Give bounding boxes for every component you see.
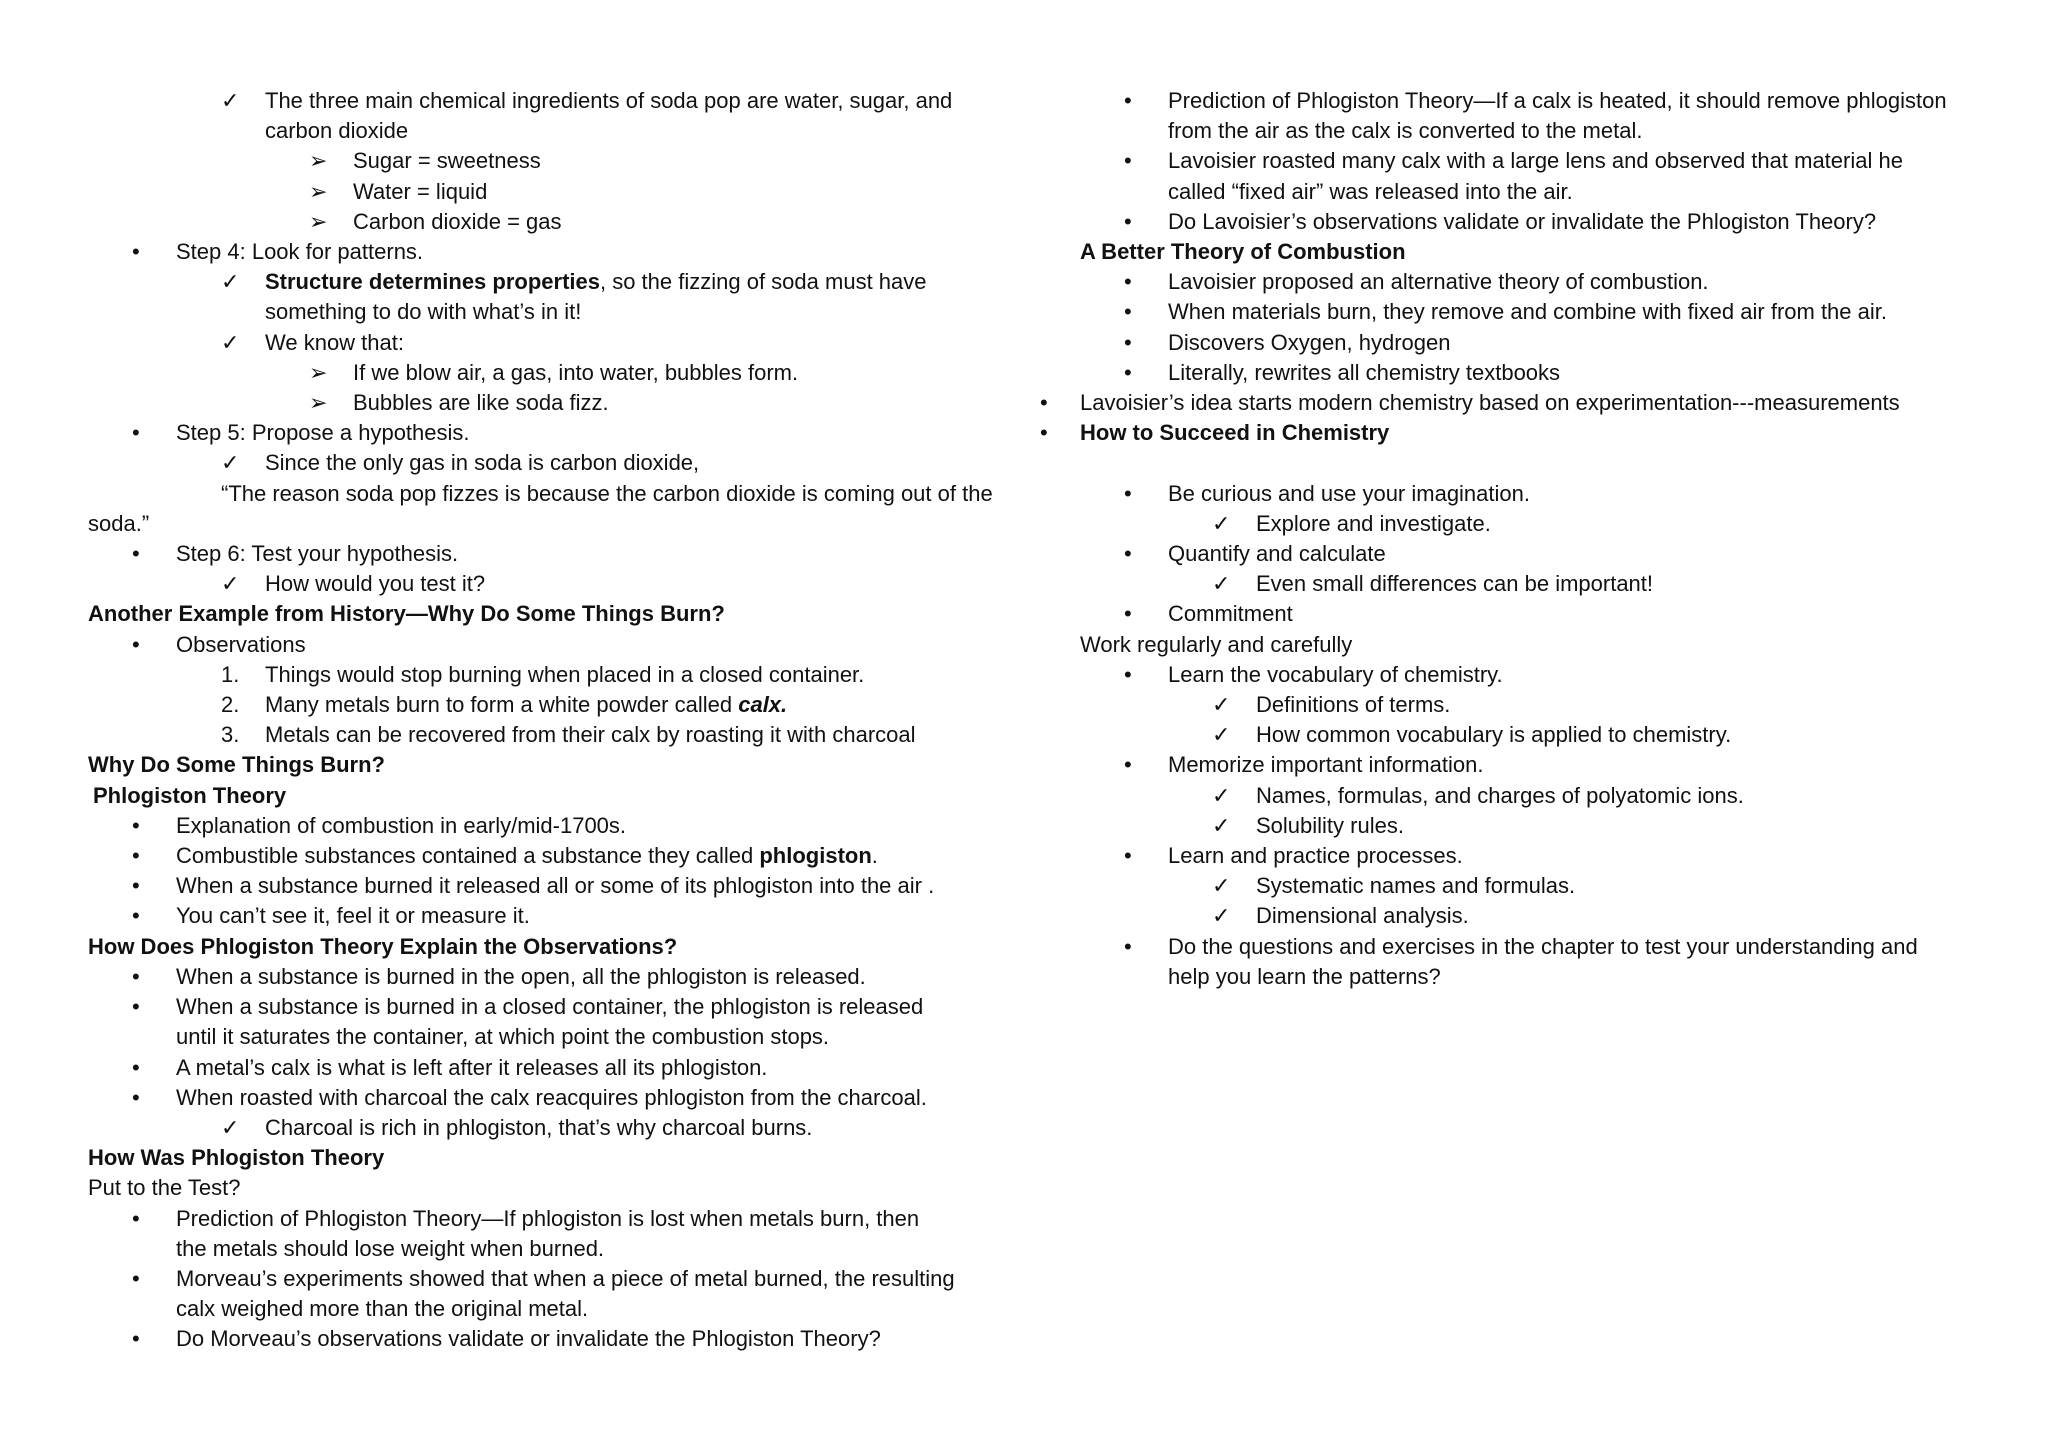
bullet-icon: •: [1124, 148, 1132, 174]
bullet-icon: •: [132, 873, 140, 899]
bullet-icon: •: [132, 1265, 140, 1291]
bullet-item: • Do Lavoisier’s observations validate or invalidate the Phlogiston Theory?: [1040, 207, 2000, 237]
bullet-icon: •: [132, 541, 140, 567]
section-heading: Another Example from History—Why Do Some Things Burn?: [88, 601, 725, 627]
bullet-item: • Step 6: Test your hypothesis.: [88, 539, 1008, 569]
bullet-icon: •: [1040, 420, 1048, 446]
checklist-item: ✓ How common vocabulary is applied to chemistry.: [1040, 720, 2000, 750]
check-icon: ✓: [221, 329, 240, 355]
bullet-icon: •: [1124, 88, 1132, 113]
text-line: until it saturates the container, at which point the combustion stops.: [176, 1024, 830, 1050]
check-icon: ✓: [1212, 692, 1231, 718]
checklist-item: ✓ Charcoal is rich in phlogiston, that’s why charcoal burns.: [88, 1113, 1008, 1143]
bullet-icon: •: [1124, 933, 1132, 959]
text-line: carbon dioxide: [265, 118, 409, 144]
check-icon: ✓: [1212, 782, 1231, 808]
text-line: Put to the Test?: [88, 1175, 241, 1201]
bullet-item: • Step 4: Look for patterns.: [88, 237, 1008, 267]
left-column: [88, 86, 1008, 1355]
list-number: 1.: [221, 661, 240, 687]
bullet-icon: •: [132, 631, 140, 657]
bullet-item: • Prediction of Phlogiston Theory—If a calx is heated, it should remove phlogiston: [1040, 86, 2000, 116]
section-heading: How Does Phlogiston Theory Explain the Observations?: [88, 933, 678, 959]
bullet-icon: •: [132, 1326, 140, 1352]
check-icon: ✓: [1212, 903, 1231, 929]
check-icon: ✓: [1212, 571, 1231, 597]
bullet-item: • Do Morveau’s observations validate or invalidate the Phlogiston Theory?: [88, 1324, 1008, 1354]
bullet-item: • Quantify and calculate: [1040, 539, 2000, 569]
quote-line: “The reason soda pop fizzes is because the carbon dioxide is coming out of the: [221, 480, 993, 506]
bullet-item: • Step 5: Propose a hypothesis.: [88, 418, 1008, 448]
numbered-item: 2. Many metals burn to form a white powder called calx.: [88, 690, 1008, 720]
arrow-bullet-icon: ➢: [309, 390, 328, 416]
bullet-icon: •: [1124, 269, 1132, 295]
text-line: called “fixed air” was released into the air.: [1168, 178, 1573, 204]
checklist-item: ✓ Names, formulas, and charges of polyatomic ions.: [1040, 781, 2000, 811]
bullet-item: • Morveau’s experiments showed that when a piece of metal burned, the resulting: [88, 1264, 1008, 1294]
bullet-item: • When materials burn, they remove and combine with fixed air from the air.: [1040, 297, 2000, 327]
arrow-bullet-icon: ➢: [309, 148, 328, 174]
bullet-icon: •: [132, 994, 140, 1020]
bullet-item: • Prediction of Phlogiston Theory—If phlogiston is lost when metals burn, then: [88, 1204, 1008, 1234]
quote-line: soda.”: [88, 510, 150, 536]
checklist-item: ✓ Even small differences can be important!: [1040, 569, 2000, 599]
bullet-item: • Discovers Oxygen, hydrogen: [1040, 328, 2000, 358]
bullet-icon: •: [1124, 843, 1132, 869]
arrow-item: ➢ Water = liquid: [88, 177, 1008, 207]
bullet-item: • Literally, rewrites all chemistry textbooks: [1040, 358, 2000, 388]
check-icon: ✓: [221, 88, 240, 113]
arrow-item: ➢ Sugar = sweetness: [88, 146, 1008, 176]
bullet-icon: •: [1124, 541, 1132, 567]
bullet-item: • Lavoisier’s idea starts modern chemistry based on experimentation---measurements: [1040, 388, 2000, 418]
bullet-item: • Be curious and use your imagination.: [1040, 479, 2000, 509]
text-line: Work regularly and carefully: [1080, 631, 1353, 657]
bullet-icon: •: [132, 1084, 140, 1110]
bullet-item: • Explanation of combustion in early/mid-1700s.: [88, 811, 1008, 841]
check-icon: ✓: [221, 269, 240, 295]
bullet-icon: •: [1040, 390, 1048, 416]
check-icon: ✓: [221, 450, 240, 476]
bullet-item: • Commitment: [1040, 599, 2000, 629]
section-heading: How Was Phlogiston Theory: [88, 1145, 385, 1171]
check-icon: ✓: [1212, 873, 1231, 899]
check-icon: ✓: [1212, 722, 1231, 748]
check-icon: ✓: [221, 1114, 240, 1140]
section-heading: A Better Theory of Combustion: [1080, 239, 1406, 265]
checklist-item: ✓ Definitions of terms.: [1040, 690, 2000, 720]
bullet-icon: •: [1124, 329, 1132, 355]
bullet-item: • Memorize important information.: [1040, 750, 2000, 780]
bullet-item: • Lavoisier roasted many calx with a large lens and observed that material he: [1040, 146, 2000, 176]
bullet-icon: •: [132, 239, 140, 265]
bullet-icon: •: [1124, 752, 1132, 778]
bullet-item: • Lavoisier proposed an alternative theory of combustion.: [1040, 267, 2000, 297]
check-icon: ✓: [221, 571, 240, 597]
bullet-icon: •: [132, 1205, 140, 1231]
bullet-item: • Combustible substances contained a substance they called phlogiston.: [88, 841, 1008, 871]
bullet-icon: •: [1124, 601, 1132, 627]
checklist-item: ✓ Structure determines properties, so the fizzing of soda must have: [88, 267, 1008, 297]
bullet-icon: •: [132, 420, 140, 446]
arrow-item: ➢ Carbon dioxide = gas: [88, 207, 1008, 237]
bullet-icon: •: [132, 812, 140, 838]
bullet-item: • When roasted with charcoal the calx reacquires phlogiston from the charcoal.: [88, 1083, 1008, 1113]
bullet-icon: •: [132, 963, 140, 989]
bullet-icon: •: [1124, 359, 1132, 385]
check-icon: ✓: [1212, 510, 1231, 536]
bullet-item: • When a substance is burned in the open, all the phlogiston is released.: [88, 962, 1008, 992]
text-line: help you learn the patterns?: [1168, 963, 1441, 989]
bullet-item: • When a substance burned it released all or some of its phlogiston into the air .: [88, 871, 1008, 901]
bullet-item: • When a substance is burned in a closed container, the phlogiston is released: [88, 992, 1008, 1022]
bullet-icon: •: [132, 843, 140, 869]
checklist-item: ✓ Since the only gas in soda is carbon dioxide,: [88, 448, 1008, 478]
list-number: 2.: [221, 692, 240, 718]
checklist-item: ✓ The three main chemical ingredients of soda pop are water, sugar, and: [88, 86, 1008, 116]
check-icon: ✓: [1212, 812, 1231, 838]
arrow-item: ➢ If we blow air, a gas, into water, bubbles form.: [88, 358, 1008, 388]
checklist-item: ✓ We know that:: [88, 328, 1008, 358]
blank-line: [1040, 448, 2000, 478]
bullet-item: • How to Succeed in Chemistry: [1040, 418, 2000, 448]
bullet-icon: •: [1124, 299, 1132, 325]
right-column: [1040, 86, 2000, 992]
arrow-bullet-icon: ➢: [309, 178, 328, 204]
bullet-item: • Learn the vocabulary of chemistry.: [1040, 660, 2000, 690]
bullet-icon: •: [1124, 480, 1132, 506]
text-line: the metals should lose weight when burned.: [176, 1235, 605, 1261]
checklist-item: ✓ Solubility rules.: [1040, 811, 2000, 841]
bullet-icon: •: [1124, 661, 1132, 687]
section-heading: Phlogiston Theory: [93, 782, 287, 808]
section-heading: Why Do Some Things Burn?: [88, 752, 385, 778]
bullet-item: • A metal’s calx is what is left after it releases all its phlogiston.: [88, 1053, 1008, 1083]
bullet-item: • You can’t see it, feel it or measure it.: [88, 901, 1008, 931]
checklist-item: ✓ How would you test it?: [88, 569, 1008, 599]
checklist-item: ✓ Dimensional analysis.: [1040, 901, 2000, 931]
bullet-item: • Observations: [88, 630, 1008, 660]
numbered-item: 3. Metals can be recovered from their calx by roasting it with charcoal: [88, 720, 1008, 750]
numbered-item: 1. Things would stop burning when placed in a closed container.: [88, 660, 1008, 690]
arrow-bullet-icon: ➢: [309, 208, 328, 234]
bullet-item: • Do the questions and exercises in the chapter to test your understanding and: [1040, 932, 2000, 962]
checklist-item: ✓ Explore and investigate.: [1040, 509, 2000, 539]
arrow-bullet-icon: ➢: [309, 359, 328, 385]
bullet-icon: •: [132, 1054, 140, 1080]
bullet-item: • Learn and practice processes.: [1040, 841, 2000, 871]
bullet-icon: •: [132, 903, 140, 929]
list-number: 3.: [221, 722, 240, 748]
arrow-item: ➢ Bubbles are like soda fizz.: [88, 388, 1008, 418]
checklist-item: ✓ Systematic names and formulas.: [1040, 871, 2000, 901]
text-line: from the air as the calx is converted to the metal.: [1168, 118, 1643, 144]
bullet-icon: •: [1124, 208, 1132, 234]
text-line: something to do with what’s in it!: [265, 299, 582, 325]
text-line: calx weighed more than the original metal.: [176, 1296, 589, 1322]
